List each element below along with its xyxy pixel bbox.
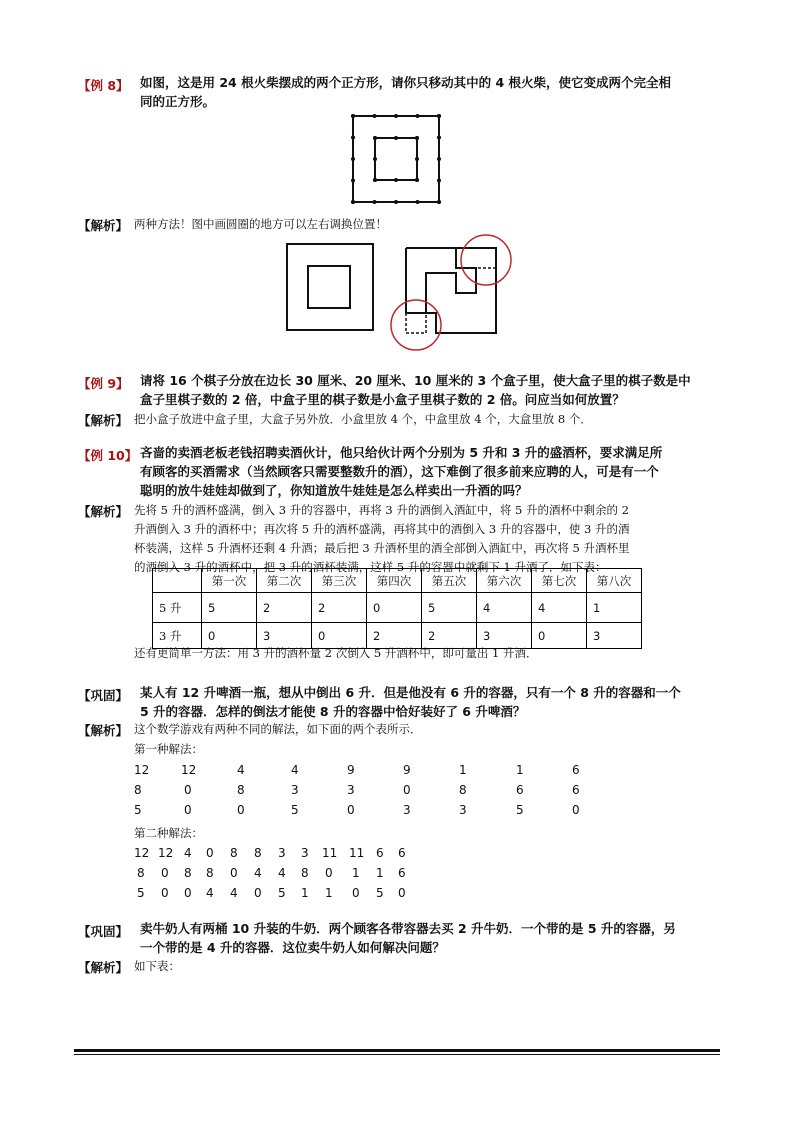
- grid-cell: 8: [230, 846, 238, 860]
- match-joint-dot: [394, 136, 398, 140]
- grid-cell: 0: [184, 803, 192, 817]
- method-1-label: 第一种解法：: [134, 742, 203, 756]
- table-header-cell: 第七次: [532, 569, 587, 593]
- grid-cell: 8: [134, 783, 142, 797]
- grid-cell: 0: [352, 886, 360, 900]
- table-header-cell: 第六次: [477, 569, 532, 593]
- grid-cell: 6: [376, 846, 384, 860]
- consolidate-1-line1: 某人有 12 升啤酒一瓶，想从中倒出 6 升．但是他没有 6 升的容器，只有一个 8 升的容器和一个: [140, 685, 681, 700]
- grid-cell: 6: [516, 783, 524, 797]
- grid-cell: 3: [459, 803, 467, 817]
- grid-cell: 3: [278, 846, 286, 860]
- table-cell: 2: [312, 593, 367, 623]
- example-10-answer-line2: 升酒倒入 3 升的酒杯中；再次将 5 升的酒杯盛满，再将其中的酒倒入 3 升的容器中，使 3 升的酒: [134, 522, 630, 536]
- example-9-line2: 盒子里棋子数的 2 倍，中盒子里的棋子数是小盒子里棋子数的 2 倍。问应当如何放置？: [140, 392, 625, 407]
- match-joint-dot: [437, 179, 441, 183]
- list-item: [134, 883, 464, 903]
- match-joint-dot: [415, 136, 419, 140]
- match-joint-dot: [415, 178, 419, 182]
- table-cell: 3: [257, 623, 312, 649]
- grid-cell: 1: [376, 866, 384, 880]
- matchstick-figure-original: [340, 108, 450, 218]
- grid-cell: 6: [398, 846, 406, 860]
- consolidate-2-answer-text: 如下表：: [134, 959, 180, 973]
- table-cell: 5: [422, 593, 477, 623]
- grid-cell: 4: [291, 763, 299, 777]
- table-cell: 5 升: [153, 593, 202, 623]
- grid-cell: 9: [347, 763, 355, 777]
- match-joint-dot: [373, 200, 377, 204]
- example-10-answer-tag: 【解析】: [78, 504, 129, 519]
- table-cell: 2: [367, 623, 422, 649]
- table-cell: 1: [587, 593, 642, 623]
- consolidate-2-line1: 卖牛奶人有两桶 10 升装的牛奶．两个顾客各带容器去买 2 升牛奶．一个带的是 5 升的容器，另: [140, 921, 676, 936]
- match-joint-dot: [394, 178, 398, 182]
- grid-cell: 0: [325, 866, 333, 880]
- highlight-circle-top: [461, 235, 511, 285]
- grid-cell: 11: [349, 846, 365, 860]
- table-cell: 2: [422, 623, 477, 649]
- grid-cell: 0: [398, 886, 406, 900]
- table-cell: 0: [367, 593, 422, 623]
- table-cell: 3: [477, 623, 532, 649]
- grid-cell: 12: [134, 846, 150, 860]
- table-cell: 4: [532, 593, 587, 623]
- example-10-answer-line3: 杯装满，这样 5 升酒杯还剩 4 升酒；最后把 3 升酒杯里的酒全部倒入酒缸中，再次将 5 升酒杯里: [134, 541, 630, 555]
- grid-cell: 1: [459, 763, 467, 777]
- grid-cell: 3: [291, 783, 299, 797]
- grid-cell: 0: [403, 783, 411, 797]
- grid-cell: 8: [237, 783, 245, 797]
- table-cell: 2: [257, 593, 312, 623]
- example-8-line2: 同的正方形。: [140, 94, 216, 109]
- table-cell: 3 升: [153, 623, 202, 649]
- grid-cell: 4: [237, 763, 245, 777]
- grid-cell: 12: [181, 763, 197, 777]
- match-joint-dot: [416, 200, 420, 204]
- list-item: [134, 760, 594, 780]
- consolidate-1-answer-tag: 【解析】: [78, 723, 129, 738]
- grid-cell: 12: [158, 846, 174, 860]
- matchstick-figure-solution-a: [280, 236, 390, 346]
- highlight-circle-bottom: [391, 300, 441, 350]
- example-10-line1: 吝啬的卖酒老板老钱招聘卖酒伙计，他只给伙计两个分别为 5 升和 3 升的盛酒杯，要求满足所: [140, 445, 663, 460]
- consolidate-1-answer-text: 这个数学游戏有两种不同的解法，如下面的两个表所示．: [134, 722, 422, 736]
- grid-cell: 8: [184, 866, 192, 880]
- example-10-line3: 聪明的放牛娃娃却做到了，你知道放牛娃娃是怎么样卖出一升酒的吗？: [140, 483, 528, 498]
- grid-cell: 1: [325, 886, 333, 900]
- list-item: [134, 863, 464, 883]
- grid-cell: 11: [322, 846, 338, 860]
- grid-cell: 8: [301, 866, 309, 880]
- consolidate-1-tag: 【巩固】: [78, 688, 129, 703]
- grid-cell: 5: [278, 886, 286, 900]
- match-joint-dot: [351, 179, 355, 183]
- grid-cell: 0: [161, 866, 169, 880]
- match-joint-dot: [351, 200, 355, 204]
- list-item: [134, 780, 594, 800]
- table-cell: 5: [202, 593, 257, 623]
- matchstick-figure-solution-b: [384, 228, 524, 358]
- match-joint-dot: [373, 157, 377, 161]
- grid-cell: 3: [301, 846, 309, 860]
- example-8-line1: 如图，这是用 24 根火柴摆成的两个正方形，请你只移动其中的 4 根火柴，使它变成两个完全相: [140, 75, 672, 90]
- table-header-cell: 第二次: [257, 569, 312, 593]
- table-cell: 0: [202, 623, 257, 649]
- consolidate-2-tag: 【巩固】: [78, 924, 129, 939]
- grid-cell: 6: [398, 866, 406, 880]
- method-1-grid: [134, 760, 594, 820]
- grid-cell: 1: [352, 866, 360, 880]
- example-10-answer-line1: 先将 5 升的酒杯盛满，倒入 3 升的容器中，再将 3 升的酒倒入酒缸中，将 5 升的酒杯中剩余的 2: [134, 503, 629, 517]
- grid-cell: 4: [254, 866, 262, 880]
- grid-cell: 4: [184, 846, 192, 860]
- table-header-cell: 第五次: [422, 569, 477, 593]
- footer-rule-thin: [74, 1054, 720, 1055]
- grid-cell: 0: [230, 866, 238, 880]
- list-item: [134, 800, 594, 820]
- consolidate-1-line2: 5 升的容器．怎样的倒法才能使 8 升的容器中恰好装好了 6 升啤酒？: [140, 704, 526, 719]
- example-8-answer-tag: 【解析】: [78, 218, 129, 233]
- match-joint-dot: [373, 114, 377, 118]
- table-header-cell: 第三次: [312, 569, 367, 593]
- table-cell: 0: [532, 623, 587, 649]
- grid-cell: 8: [137, 866, 145, 880]
- method-2-grid: [134, 843, 464, 903]
- match-joint-dot: [373, 178, 377, 182]
- match-joint-dot: [351, 114, 355, 118]
- consolidate-2-answer-tag: 【解析】: [78, 960, 129, 975]
- grid-cell: 5: [376, 886, 384, 900]
- method-2-label: 第二种解法：: [134, 826, 203, 840]
- grid-cell: 4: [206, 886, 214, 900]
- example-9-answer-tag: 【解析】: [78, 413, 129, 428]
- table-header-cell: 第一次: [202, 569, 257, 593]
- grid-cell: 0: [572, 803, 580, 817]
- example-10-line2: 有顾客的买酒需求（当然顾客只需要整数升的酒），这下难倒了很多前来应聘的人，可是有一个: [140, 464, 659, 479]
- grid-cell: 5: [134, 803, 142, 817]
- grid-cell: 8: [459, 783, 467, 797]
- example-9-line1: 请将 16 个棋子分放在边长 30 厘米、20 厘米、10 厘米的 3 个盒子里，使大盒子里的棋子数是中: [140, 373, 691, 388]
- grid-cell: 12: [134, 763, 150, 777]
- table-header-cell: [153, 569, 202, 593]
- grid-cell: 8: [254, 846, 262, 860]
- grid-cell: 5: [137, 886, 145, 900]
- example-10-note: 还有更简单一方法：用 3 升的酒杯量 2 次倒入 5 升酒杯中，即可量出 1 升酒．: [134, 646, 538, 660]
- table-header-row: [153, 569, 642, 593]
- table-cell: 3: [587, 623, 642, 649]
- grid-cell: 4: [230, 886, 238, 900]
- example-10-answer-line4: 的酒倒入 3 升的酒杯中，把 3 升的酒杯装满，这样 5 升的容器中就剩下 1 升酒了．如下表：: [134, 560, 607, 574]
- table-header-cell: 第八次: [587, 569, 642, 593]
- example-9-answer-text: 把小盒子放进中盒子里，大盒子另外放．小盒里放 4 个，中盒里放 4 个，大盒里放 8 个．: [134, 412, 592, 426]
- match-joint-dot: [415, 157, 419, 161]
- table-cell: 4: [477, 593, 532, 623]
- grid-cell: 6: [572, 783, 580, 797]
- table-header-cell: 第四次: [367, 569, 422, 593]
- grid-cell: 0: [184, 783, 192, 797]
- grid-cell: 0: [237, 803, 245, 817]
- match-joint-dot: [416, 114, 420, 118]
- grid-cell: 0: [161, 886, 169, 900]
- match-joint-dot: [394, 200, 398, 204]
- match-joint-dot: [437, 114, 441, 118]
- match-joint-dot: [351, 136, 355, 140]
- grid-cell: 8: [206, 866, 214, 880]
- match-joint-dot: [373, 136, 377, 140]
- grid-cell: 3: [403, 803, 411, 817]
- match-joint-dot: [437, 200, 441, 204]
- match-joint-dot: [394, 114, 398, 118]
- grid-cell: 0: [347, 803, 355, 817]
- grid-cell: 5: [291, 803, 299, 817]
- list-item: [134, 843, 464, 863]
- grid-cell: 1: [301, 886, 309, 900]
- wine-pouring-table: [152, 568, 642, 649]
- consolidate-2-line2: 一个带的是 4 升的容器．这位卖牛奶人如何解决问题？: [140, 940, 445, 955]
- example-8-tag: 【例 8】: [78, 78, 129, 93]
- grid-cell: 1: [516, 763, 524, 777]
- example-8-answer-text: 两种方法！图中画圆圈的地方可以左右调换位置！: [134, 217, 387, 231]
- table-cell: 0: [312, 623, 367, 649]
- example-10-tag: 【例 10】: [78, 448, 138, 463]
- grid-cell: 3: [347, 783, 355, 797]
- grid-cell: 0: [184, 886, 192, 900]
- grid-cell: 0: [206, 846, 214, 860]
- grid-cell: 0: [254, 886, 262, 900]
- example-9-tag: 【例 9】: [78, 376, 129, 391]
- grid-cell: 6: [572, 763, 580, 777]
- grid-cell: 4: [278, 866, 286, 880]
- match-joint-dot: [437, 136, 441, 140]
- footer-rule-thick: [74, 1049, 720, 1052]
- grid-cell: 5: [516, 803, 524, 817]
- grid-cell: 9: [403, 763, 411, 777]
- match-joint-dot: [351, 157, 355, 161]
- table-row: [153, 593, 642, 623]
- match-joint-dot: [437, 157, 441, 161]
